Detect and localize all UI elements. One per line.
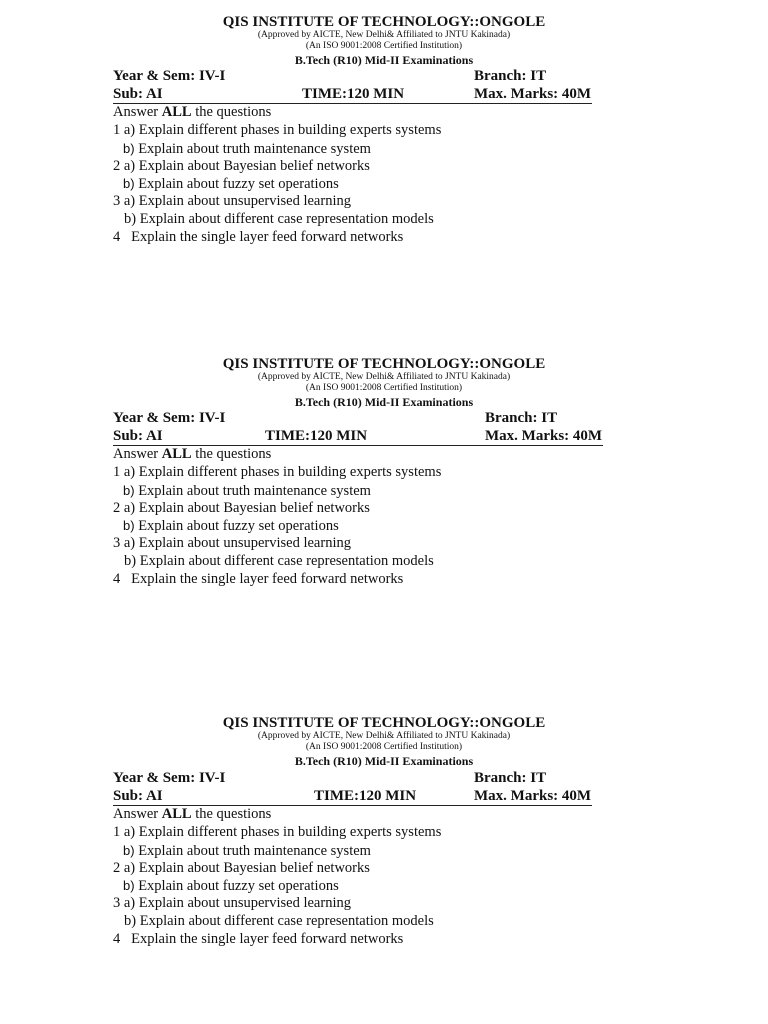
question-text: Explain about fuzzy set operations (138, 518, 339, 534)
instruction (113, 104, 271, 121)
question-3b (124, 553, 434, 570)
question-3b (124, 913, 434, 930)
instruction-prefix: Answer (113, 806, 162, 822)
branch: Branch: IT (485, 410, 558, 426)
year-sem: Year & Sem: IV-I (113, 770, 226, 786)
question-4 (113, 571, 403, 588)
question-2a (113, 860, 370, 877)
approval-line: (Approved by AICTE, New Delhi& Affiliated to JNTU Kakinada) (257, 372, 511, 382)
question-number: 2 a) (113, 158, 136, 174)
max-marks: Max. Marks: 40M (474, 86, 592, 102)
subject: Sub: AI (113, 86, 163, 102)
subject: Sub: AI (113, 428, 163, 444)
branch: Branch: IT (474, 770, 547, 786)
question-text: Explain about Bayesian belief networks (138, 860, 370, 876)
question-number: b) (123, 483, 135, 498)
question-text: Explain different phases in building experts systems (138, 464, 442, 480)
instruction-prefix: Answer (113, 104, 162, 120)
question-number: 2 a) (113, 860, 136, 876)
time: TIME:120 MIN (265, 428, 368, 444)
year-sem: Year & Sem: IV-I (113, 68, 226, 84)
question-3a (113, 193, 351, 210)
question-number: 1 a) (113, 824, 136, 840)
question-1b (123, 842, 371, 860)
institute-title: QIS INSTITUTE OF TECHNOLOGY::ONGOLE (222, 356, 546, 372)
question-number: b) (124, 553, 137, 569)
question-text: Explain the single layer feed forward networks (131, 571, 404, 587)
exam-title: B.Tech (R10) Mid-II Examinations (294, 53, 474, 67)
question-number: 3 a) (113, 535, 136, 551)
question-number: b) (123, 518, 135, 533)
max-marks: Max. Marks: 40M (485, 428, 603, 444)
question-text: Explain about fuzzy set operations (138, 176, 339, 192)
question-paper-2 (0, 354, 768, 614)
question-text: Explain about truth maintenance system (138, 483, 371, 499)
iso-line: (An ISO 9001:2008 Certified Institution) (305, 742, 463, 752)
time: TIME:120 MIN (314, 788, 417, 804)
question-2b (123, 175, 339, 193)
subject: Sub: AI (113, 788, 163, 804)
question-number: 3 a) (113, 193, 136, 209)
question-text: Explain different phases in building experts systems (138, 122, 442, 138)
question-number: b) (123, 878, 135, 893)
instruction (113, 446, 271, 463)
question-text: Explain the single layer feed forward networks (131, 229, 404, 245)
question-text: Explain different phases in building experts systems (138, 824, 442, 840)
question-text: Explain about truth maintenance system (138, 843, 371, 859)
question-number: 3 a) (113, 895, 136, 911)
question-number: 1 a) (113, 122, 136, 138)
question-text: Explain the single layer feed forward networks (131, 931, 404, 947)
branch: Branch: IT (474, 68, 547, 84)
instruction-suffix: the questions (191, 446, 272, 462)
question-number: b) (123, 843, 135, 858)
instruction-bold: ALL (161, 806, 192, 822)
question-3a (113, 535, 351, 552)
question-text: Explain about Bayesian belief networks (138, 500, 370, 516)
question-paper-1 (0, 12, 768, 272)
question-text: Explain about unsupervised learning (138, 535, 351, 551)
year-sem: Year & Sem: IV-I (113, 410, 226, 426)
question-text: Explain about different case representation models (139, 913, 434, 929)
question-number: b) (124, 211, 137, 227)
time: TIME:120 MIN (302, 86, 405, 102)
question-1b (123, 140, 371, 158)
approval-line: (Approved by AICTE, New Delhi& Affiliated to JNTU Kakinada) (257, 30, 511, 40)
question-1a (113, 122, 441, 139)
question-number: 4 (113, 229, 121, 245)
exam-title: B.Tech (R10) Mid-II Examinations (294, 395, 474, 409)
instruction-suffix: the questions (191, 806, 272, 822)
iso-line: (An ISO 9001:2008 Certified Institution) (305, 383, 463, 393)
question-2b (123, 877, 339, 895)
question-3b (124, 211, 434, 228)
question-number: 1 a) (113, 464, 136, 480)
question-1b (123, 482, 371, 500)
instruction-bold: ALL (161, 104, 192, 120)
exam-title: B.Tech (R10) Mid-II Examinations (294, 754, 474, 768)
question-paper-3 (0, 713, 768, 973)
question-text: Explain about different case representation models (139, 553, 434, 569)
instruction-suffix: the questions (191, 104, 272, 120)
instruction-prefix: Answer (113, 446, 162, 462)
question-number: 2 a) (113, 500, 136, 516)
question-text: Explain about Bayesian belief networks (138, 158, 370, 174)
question-2a (113, 158, 370, 175)
question-1a (113, 824, 441, 841)
instruction-bold: ALL (161, 446, 192, 462)
question-number: 4 (113, 571, 121, 587)
question-1a (113, 464, 441, 481)
question-text: Explain about unsupervised learning (138, 895, 351, 911)
question-4 (113, 931, 403, 948)
question-number: b) (123, 176, 135, 191)
question-text: Explain about different case representation models (139, 211, 434, 227)
institute-title: QIS INSTITUTE OF TECHNOLOGY::ONGOLE (222, 715, 546, 731)
question-text: Explain about truth maintenance system (138, 141, 371, 157)
question-text: Explain about unsupervised learning (138, 193, 351, 209)
question-4 (113, 229, 403, 246)
question-3a (113, 895, 351, 912)
iso-line: (An ISO 9001:2008 Certified Institution) (305, 41, 463, 51)
approval-line: (Approved by AICTE, New Delhi& Affiliated to JNTU Kakinada) (257, 731, 511, 741)
question-text: Explain about fuzzy set operations (138, 878, 339, 894)
max-marks: Max. Marks: 40M (474, 788, 592, 804)
question-2b (123, 517, 339, 535)
question-number: 4 (113, 931, 121, 947)
question-2a (113, 500, 370, 517)
instruction (113, 806, 271, 823)
question-number: b) (124, 913, 137, 929)
institute-title: QIS INSTITUTE OF TECHNOLOGY::ONGOLE (222, 14, 546, 30)
question-number: b) (123, 141, 135, 156)
